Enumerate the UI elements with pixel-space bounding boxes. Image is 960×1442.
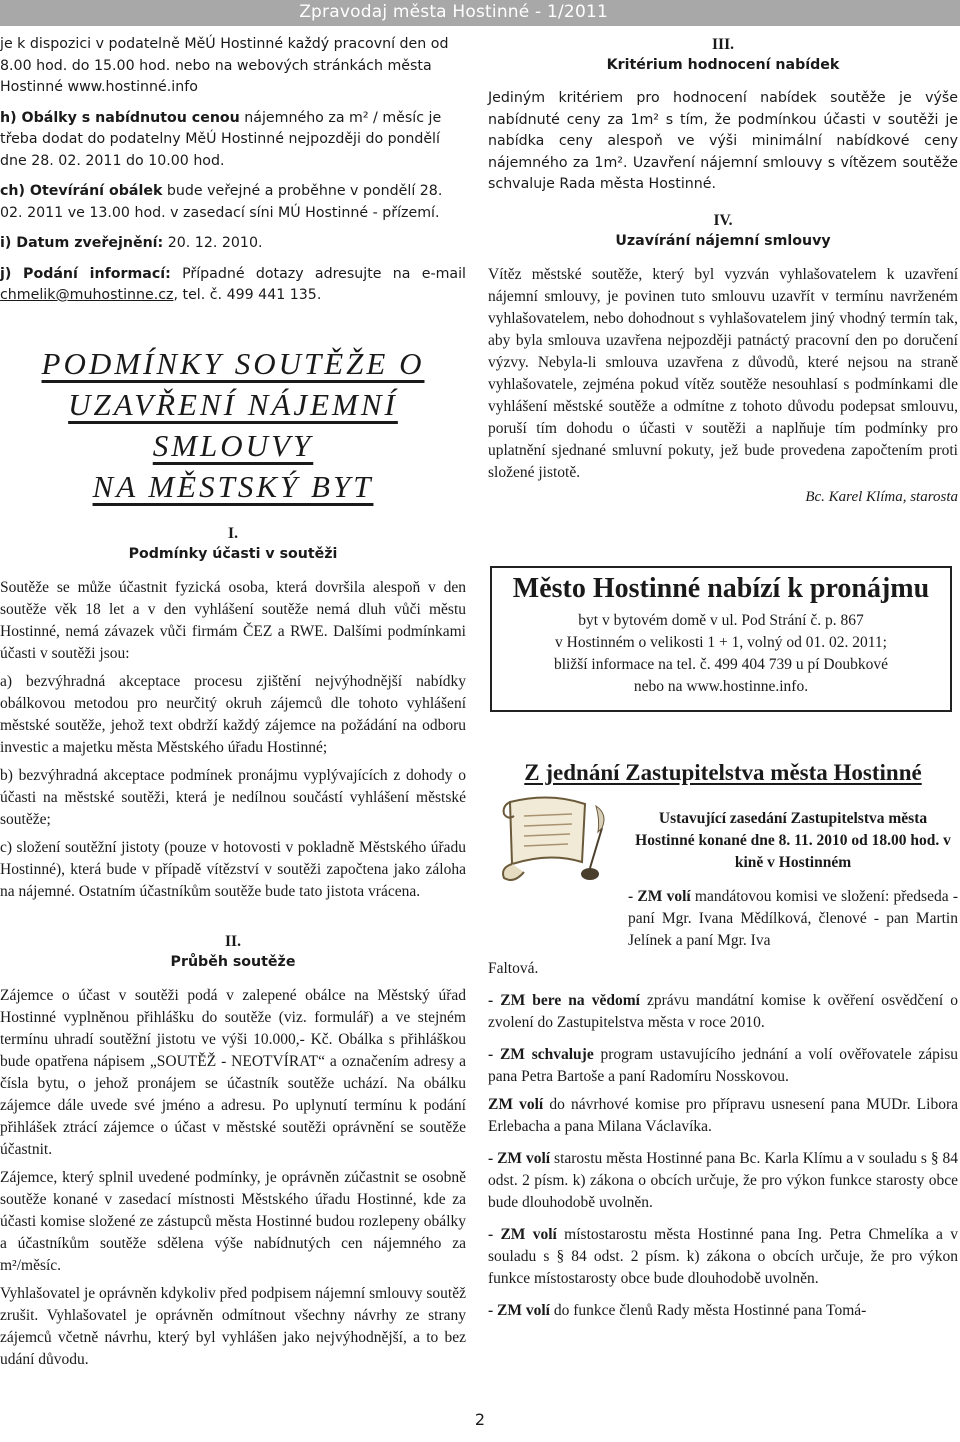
rental-offer-line-4: nebo na www.hostinne.info. — [633, 677, 809, 695]
meeting-title: Ustavující zasedání Zastupitelstva města Hostinné konané dne 8. 11. 2010 od 18.00 hod. v kině v Hostinném — [635, 809, 951, 871]
section-1-number: I. — [228, 524, 238, 542]
conditions-title-line-3: NA MĚSTSKÝ BYT — [92, 468, 374, 504]
conditions-title-line-2: UZAVŘENÍ NÁJEMNÍ SMLOUVY — [68, 386, 398, 463]
motion-4-text: starostu města Hostinné pana Bc. Karla Klímu a v souladu s § 84 odst. 2 písm. k) zákona o obcích určuje, že pro výkon funkce starosty obce bude dlouhodobě uvolněn. — [488, 1149, 959, 1211]
item-i — [0, 233, 466, 255]
motion-6 — [488, 1300, 958, 1322]
conditions-title — [0, 343, 466, 507]
header-bar — [0, 0, 960, 26]
item-h-label: h) Obálky s nabídnutou cenou — [0, 109, 240, 126]
right-column — [488, 34, 958, 1328]
rental-offer-line-2: v Hostinném o velikosti 1 + 1, volný od 01. 02. 2011; — [555, 633, 887, 651]
rental-offer-box — [490, 566, 952, 712]
council-heading: Z jednání Zastupitelstva města Hostinné — [524, 759, 922, 785]
section-4-paragraph: Vítěz městské soutěže, který byl vyzván vyhlašovatelem k uzavření nájemní smlouvy, je povinen tuto smlouvu uzavřít v termínu navrženém vyhlašovatelem, nebo dohodnout s vyhlašovatelem jiný vhodný termín tak, aby byla smlouva uzavřena nejpozději patnáctý pracovní den po doručení výzvy. Nebyla-li smlouva uzavřena z důvodů, které nejsou na straně vyhlašovatele, zejména pokud vítěz soutěže nesouhlasí s podmínkami dle vyhlášení městské soutěže a odmítne z tohoto důvodu podepsat smlouvu, poruší tím dohodu o účasti v soutěži a naplňuje tím podmínky pro uplatnění sjednané smluvní pokuty, jež bude provedena započtením proti složené jistotě. — [488, 265, 958, 481]
section-2-title: Průběh soutěže — [170, 953, 296, 970]
intro-paragraph: je k dispozici v podatelně MěÚ Hostinné každý pracovní den od 8.00 hod. do 15.00 hod. nebo na webových stránkách města Hostinné www.hostinné.info — [0, 36, 449, 95]
section-3-paragraph: Jediným kritériem pro hodnocení nabídek soutěže je výše nabídnuté ceny za 1m² s tím, že podmínkou účasti v soutěži je nabídka ceny alespoň ve výši minimální nabídkové ceny nájemného za 1m². Uzavření nájemní smlouvy s vítězem soutěže schvaluje Rada města Hostinné. — [488, 90, 958, 192]
item-h-text: nájemného za m² / měsíc je třeba dodat do podatelny MěÚ Hostinné nejpozději do pondělí dne 28. 02. 2011 do 10.00 hod. — [0, 109, 442, 169]
motion-2-label: - ZM bere na vědomí — [488, 991, 640, 1009]
item-ch — [0, 181, 466, 224]
email-link[interactable]: chmelik@muhostinne.cz — [0, 287, 174, 303]
section-1-item-a: a) bezvýhradná akceptace procesu zjištění nejvýhodnější nabídky obálkovou metodou pro neurčitý okruh zájemců dle tohoto vyhlášení městské soutěže, jehož text obdrží každý zájemce na požádání na odboru investic a majetku města Městského úřadu Hostinné; — [0, 672, 466, 756]
motion-6-text: do funkce členů Rady města Hostinné pana Tomá- — [550, 1301, 867, 1319]
item-j-label: j) Podání informací: — [0, 265, 171, 282]
item-i-text: 20. 12. 2010. — [163, 235, 263, 251]
rental-offer-title: Město Hostinné nabízí k pronájmu — [512, 572, 930, 604]
section-2-number: II. — [225, 932, 241, 950]
motion-3b-text: do návrhové komise pro přípravu usnesení pana MUDr. Libora Erlebacha a pana Milana Václavíka. — [488, 1095, 958, 1135]
motion-1 — [628, 886, 958, 952]
rental-offer-line-3: bližší informace na tel. č. 499 404 739 u pí Doubkové — [553, 655, 889, 673]
section-2-paragraph-2: Zájemce, který splnil uvedené podmínky, je oprávněn zúčastnit se osobně soutěže konané v zasedací místnosti Městského úřadu Hostinné, kde za účasti komise složené ze zástupců města Hostinné budou rozlepeny obálky a účastníkům soutěže sdělena výše nabídnutých cen nájemného za m²/měsíc. — [0, 1168, 466, 1274]
section-2-paragraph-1: Zájemce o účast v soutěži podá v zalepené obálce na Městský úřad Hostinné vyplněnou přihlášku do soutěže (viz. formulář) a ve stejném termínu uhradí soutěžní jistotu ve výši 10.000,- Kč. Obálka s přihláškou bude opatřena nápisem „SOUTĚŽ - NEOTVÍRAT“ a označením adresy a čísla bytu, o jehož pronájem se účastník soutěže uchází. Na obálku zájemce dále uvede své jméno a adresu. Po uplynutí termínu k podání přihlášek ztrácí zájemce o účast v městské soutěži oprávnění se soutěže účastnit. — [0, 986, 466, 1158]
motion-1-continued: Faltová. — [488, 959, 539, 977]
section-1-title: Podmínky účasti v soutěži — [128, 545, 338, 562]
rental-offer-line-1: byt v bytovém domě v ul. Pod Strání č. p. 867 — [578, 611, 864, 629]
motion-2 — [488, 990, 958, 1034]
motion-1-text: mandátovou komisi ve složení: předseda - paní Mgr. Ivana Mědílková, členové - pan Martin Jelínek a paní Mgr. Iva — [628, 887, 958, 949]
newsletter-title: Zpravodaj města Hostinné - 1/2011 — [299, 2, 608, 22]
section-1-item-c: c) složení soutěžní jistoty (pouze v hotovosti v pokladně Městského úřadu Hostinné), která bude v případě vítězství v soutěži započtena jako záloha na nájemné. Ostatním účastníkům soutěže bude tato jistota vrácena. — [0, 838, 466, 900]
section-1-item-b: b) bezvýhradná akceptace podmínek pronájmu vyplývajících z dohody o účasti na městské soutěži, která je nedílnou součástí vyhlášení městské soutěže; — [0, 766, 466, 828]
motion-6-label: - ZM volí — [488, 1301, 550, 1319]
section-4-title: Uzavírání nájemní smlouvy — [615, 232, 831, 249]
motion-3b-label: ZM volí — [488, 1095, 544, 1113]
motion-4-label: - ZM volí — [488, 1149, 551, 1167]
item-ch-text: bude veřejné a proběhne v pondělí 28. 02. 2011 ve 13.00 hod. v zasedací síni MÚ Hostinné - přízemí. — [0, 183, 443, 221]
motion-4 — [488, 1148, 958, 1214]
item-ch-label: ch) Otevírání obálek — [0, 183, 163, 199]
item-j-tel: , tel. č. 499 441 135. — [173, 287, 322, 303]
scroll-icon — [490, 792, 610, 887]
motion-2-text: zprávu mandátní komise k ověření osvědčení o zvolení do Zastupitelstva města v roce 2010. — [488, 991, 958, 1031]
item-j-text: Případné dotazy adresujte na e-mail — [170, 265, 466, 282]
signature: Bc. Karel Klíma, starosta — [805, 488, 958, 505]
motion-3-label: - ZM schvaluje — [488, 1045, 594, 1063]
conditions-title-line-1: PODMÍNKY SOUTĚŽE O — [41, 345, 425, 381]
motion-5-text: místostarostu města Hostinné pana Ing. Petra Chmelíka a v souladu s § 84 odst. 2 písm. k) zákona o obcích určuje, že pro výkon funkce místostarosty obce bude dlouhodobě uvolněn. — [488, 1225, 958, 1287]
motion-3b — [488, 1094, 958, 1138]
left-column — [0, 34, 466, 1377]
page-number: 2 — [474, 1410, 486, 1429]
section-4-number: IV. — [713, 211, 733, 229]
section-3-number: III. — [712, 36, 734, 53]
motion-5-label: - ZM volí — [488, 1225, 557, 1243]
section-3-title: Kritérium hodnocení nabídek — [606, 57, 840, 73]
item-h — [0, 108, 466, 173]
item-j — [0, 264, 466, 307]
motion-5 — [488, 1224, 958, 1290]
motion-1-label: - ZM volí — [628, 887, 691, 905]
item-i-label: i) Datum zveřejnění: — [0, 235, 164, 251]
motion-3 — [488, 1044, 958, 1088]
motion-3-text: program ustavujícího jednání a volí ověřovatele zápisu pana Petra Bartoše a paní Radomíru Nosskovou. — [488, 1045, 958, 1085]
section-1-intro: Soutěže se může účastnit fyzická osoba, která dovršila alespoň v den soutěže věk 18 let a v den vyhlášení soutěže nemá dluh vůči městu Hostinné, nemá závazek vůči firmám ČEZ a RWE. Dalšími podmínkami účasti v soutěži jsou: — [0, 578, 466, 662]
section-2-paragraph-3: Vyhlašovatel je oprávněn kdykoliv před podpisem nájemní smlouvy soutěž zrušit. Vyhlašovatel je oprávněn odmítnout všechny návrhy ze strany zájemců včetně návrhu, který byl vyhlášen jako nejvýhodnější, a to bez udání důvodu. — [0, 1284, 466, 1368]
